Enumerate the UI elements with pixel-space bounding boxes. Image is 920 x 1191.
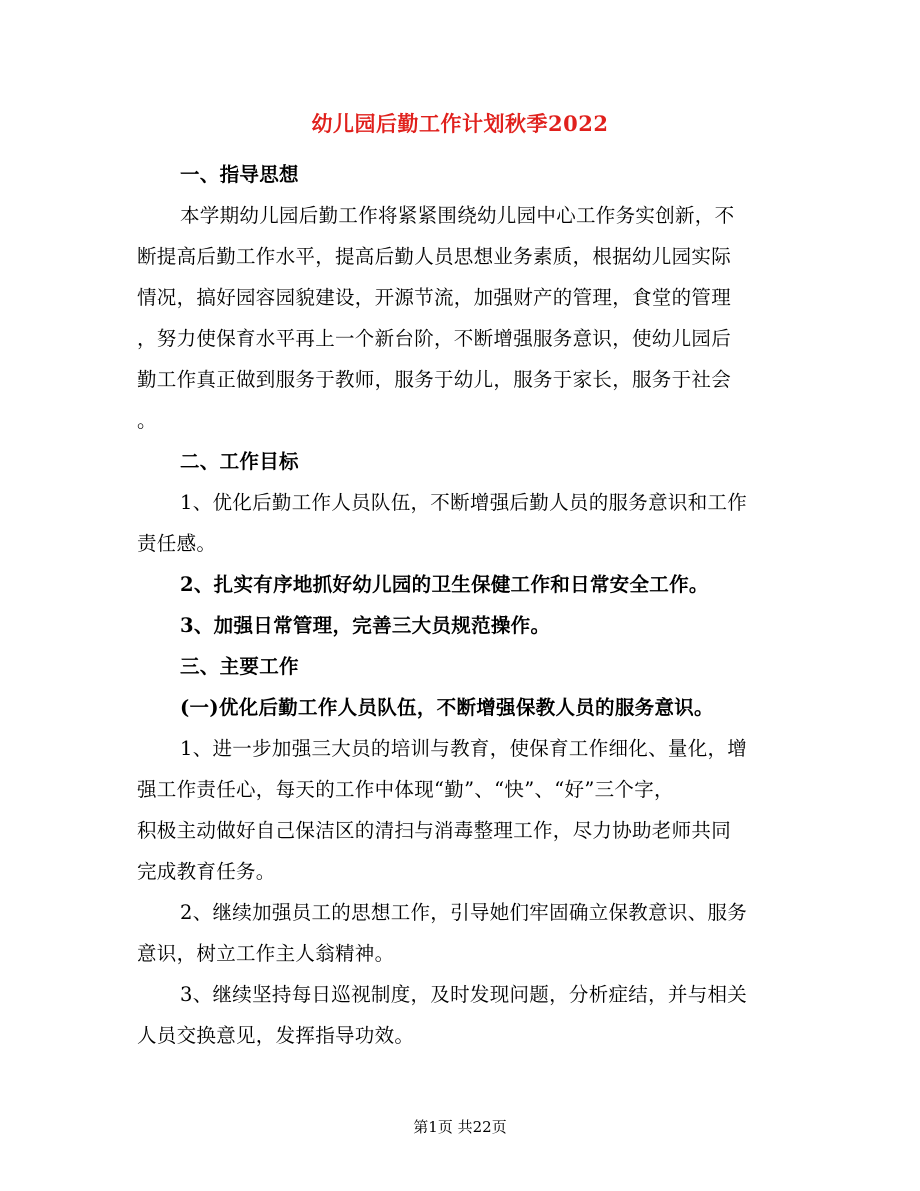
item-line: 2、继续加强员工的思想工作，引导她们牢固确立保教意识、服务 [180,901,748,924]
item-line: 完成教育任务。 [137,860,276,883]
goal-line: 3、加强日常管理，完善三大员规范操作。 [180,614,551,637]
item-line: 强工作责任心，每天的工作中体现“勤”、“快”、“好”三个字， [137,778,674,801]
paragraph-line: 断提高后勤工作水平，提高后勤人员思想业务素质，根据幼儿园实际 [137,245,732,268]
paragraph-line: 本学期幼儿园后勤工作将紧紧围绕幼儿园中心工作务实创新，不 [180,204,735,227]
document-title: 幼儿园后勤工作计划秋季2022 [311,111,609,136]
goal-line: 2、扎实有序地抓好幼儿园的卫生保健工作和日常安全工作。 [180,573,709,596]
goal-line: 责任感。 [137,532,217,555]
section-heading-main-work: 三、主要工作 [180,655,299,678]
section-heading-guiding-thought: 一、指导思想 [180,163,299,186]
item-line: 意识，树立工作主人翁精神。 [137,942,395,965]
item-line: 人员交换意见，发挥指导功效。 [137,1024,415,1047]
paragraph-line: 勤工作真正做到服务于教师，服务于幼儿，服务于家长，服务于社会 [137,368,732,391]
page-number-footer: 第1页 共22页 [413,1118,507,1136]
paragraph-line: 情况，搞好园容园貌建设，开源节流，加强财产的管理，食堂的管理 [137,286,732,309]
item-line: 3、继续坚持每日巡视制度，及时发现问题，分析症结，并与相关 [180,983,748,1006]
goal-line: 1、优化后勤工作人员队伍，不断增强后勤人员的服务意识和工作 [180,491,748,514]
subsection-heading: (一)优化后勤工作人员队伍，不断增强保教人员的服务意识。 [180,696,714,719]
paragraph-line: ，努力使保育水平再上一个新台阶，不断增强服务意识，使幼儿园后 [137,327,732,350]
item-line: 1、进一步加强三大员的培训与教育，使保育工作细化、量化，增 [180,737,748,760]
item-line: 积极主动做好自己保洁区的清扫与消毒整理工作，尽力协助老师共同 [137,819,732,842]
paragraph-line: 。 [137,409,157,432]
section-heading-work-goals: 二、工作目标 [180,450,299,473]
